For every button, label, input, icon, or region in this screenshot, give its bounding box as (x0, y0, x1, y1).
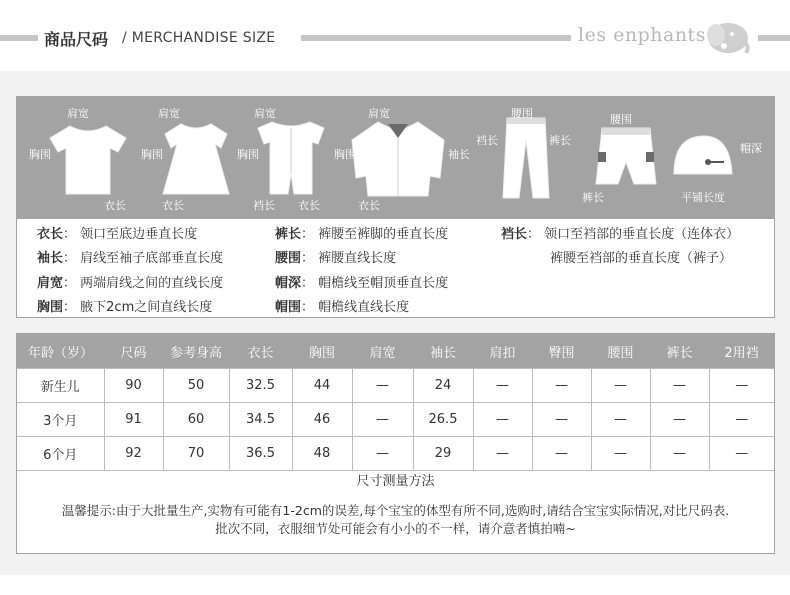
column-header: 衣长 (229, 334, 292, 369)
table-cell: — (650, 403, 709, 437)
table-cell: 26.5 (413, 403, 473, 437)
column-header: 裤长 (650, 334, 709, 369)
table-row (17, 437, 774, 471)
measurement-definitions (16, 219, 775, 318)
jacket-chest-label: 胸围 (334, 148, 356, 161)
pants-length-label: 裤长 (549, 134, 571, 147)
table-cell: 90 (104, 369, 163, 403)
column-header: 肩扣 (473, 334, 532, 369)
notice-text-line2: 批次不同，衣服细节处可能会有小小的不一样，请介意者慎拍喃~ (215, 521, 576, 536)
table-cell: 3个月 (17, 403, 104, 437)
table-cell: 6个月 (17, 437, 104, 471)
shorts-illustration-icon (594, 122, 658, 188)
table-cell: 44 (292, 369, 352, 403)
tshirt-illustration-icon (48, 122, 128, 197)
table-cell: 60 (163, 403, 229, 437)
pants-illustration-icon (501, 112, 551, 202)
table-cell: — (473, 369, 532, 403)
romper-length-label: 衣长 (298, 199, 320, 212)
table-row (17, 403, 774, 437)
shorts-length-label: 裤长 (582, 191, 604, 204)
jacket-length-label: 衣长 (358, 199, 380, 212)
table-cell: — (473, 403, 532, 437)
size-table-container (16, 333, 775, 554)
table-cell: — (532, 437, 591, 471)
table-cell: — (709, 369, 774, 403)
table-cell: 29 (413, 437, 473, 471)
table-cell: — (591, 369, 650, 403)
column-header: 尺码 (104, 334, 163, 369)
header-bar-right (758, 35, 790, 41)
header-bar-left (0, 35, 38, 41)
definition-item: 肩宽： 两端肩线之间的直线长度 (37, 276, 224, 291)
table-cell: — (709, 437, 774, 471)
shorts-waist-label: 腰围 (610, 113, 632, 126)
jacket-shoulder-label: 肩宽 (368, 107, 390, 120)
definition-item: 裤长： 裤腰至裤脚的垂直长度 (275, 227, 449, 242)
column-header: 2用裆 (709, 334, 774, 369)
table-cell: 50 (163, 369, 229, 403)
table-cell: 34.5 (229, 403, 292, 437)
jacket-sleeve-label: 袖长 (448, 148, 470, 161)
tshirt-shoulder-label: 肩宽 (67, 107, 89, 120)
page-subtitle: / MERCHANDISE SIZE (122, 30, 276, 46)
table-cell: 70 (163, 437, 229, 471)
jacket-illustration-icon (348, 118, 448, 200)
column-header: 腰围 (591, 334, 650, 369)
romper-shoulder-label: 肩宽 (254, 107, 276, 120)
table-cell: — (591, 403, 650, 437)
elephant-logo-icon (704, 19, 752, 61)
pants-waist-label: 腰围 (511, 107, 533, 120)
table-cell: 92 (104, 437, 163, 471)
table-cell: 48 (292, 437, 352, 471)
table-cell: — (650, 369, 709, 403)
table-cell: — (532, 369, 591, 403)
table-cell: 46 (292, 403, 352, 437)
column-header: 袖长 (413, 334, 473, 369)
column-header: 参考身高 (163, 334, 229, 369)
table-cell: — (352, 369, 413, 403)
definition-item: 裆长： 领口至裆部的垂直长度（连体衣） (501, 227, 740, 242)
definition-item: 裤腰至裆部的垂直长度（裤子） (550, 251, 733, 266)
romper-chest-label: 胸围 (237, 148, 259, 161)
table-cell: — (591, 437, 650, 471)
definition-item: 帽围： 帽檐线直线长度 (275, 300, 410, 315)
hat-depth-label: 帽深 (740, 142, 762, 155)
table-header-row (17, 334, 774, 369)
tshirt-length-label: 衣长 (104, 199, 126, 212)
size-table (17, 334, 774, 471)
definition-item: 胸围： 腋下2cm之间直线长度 (37, 300, 213, 315)
table-cell: — (352, 437, 413, 471)
definition-item: 袖长： 肩线至袖子底部垂直长度 (37, 251, 224, 266)
table-cell: 新生儿 (17, 369, 104, 403)
table-row (17, 369, 774, 403)
romper-illustration-icon (256, 118, 326, 198)
tshirt-chest-label: 胸围 (29, 148, 51, 161)
table-cell: 36.5 (229, 437, 292, 471)
pants-crotch-label: 裆长 (476, 134, 498, 147)
measurement-method-title: 尺寸测量方法 (356, 474, 435, 489)
column-header: 年龄（岁） (17, 334, 104, 369)
table-cell: 32.5 (229, 369, 292, 403)
header (0, 18, 790, 58)
measurement-diagram (16, 96, 775, 219)
page-title: 商品尺码 (44, 30, 109, 49)
definition-item: 腰围： 裤腰直线长度 (275, 251, 397, 266)
hat-flat-label: 平铺长度 (681, 191, 725, 204)
table-cell: 24 (413, 369, 473, 403)
scallop-border (0, 563, 790, 577)
definition-item: 衣长： 领口至底边垂直长度 (37, 227, 198, 242)
dress-shoulder-label: 肩宽 (158, 107, 180, 120)
table-cell: — (473, 437, 532, 471)
table-cell: 91 (104, 403, 163, 437)
table-cell: — (532, 403, 591, 437)
table-cell: — (650, 437, 709, 471)
column-header: 胸围 (292, 334, 352, 369)
table-cell: — (352, 403, 413, 437)
column-header: 肩宽 (352, 334, 413, 369)
dress-length-label: 衣长 (162, 199, 184, 212)
header-bar-middle (301, 35, 571, 41)
dress-illustration-icon (161, 120, 231, 197)
romper-crotch-label: 裆长 (253, 199, 275, 212)
notice-text-line1: 温馨提示:由于大批量生产,实物有可能有1-2cm的误差,每个宝宝的体型有所不同,选购时,请结合宝宝实际情况,对比尺码表. (61, 503, 730, 518)
hat-illustration-icon (670, 132, 736, 178)
column-header: 臀围 (532, 334, 591, 369)
definition-item: 帽深： 帽檐线至帽顶垂直长度 (275, 276, 449, 291)
dress-chest-label: 胸围 (141, 148, 163, 161)
brand-name: les enphants (578, 24, 706, 46)
table-cell: — (709, 403, 774, 437)
